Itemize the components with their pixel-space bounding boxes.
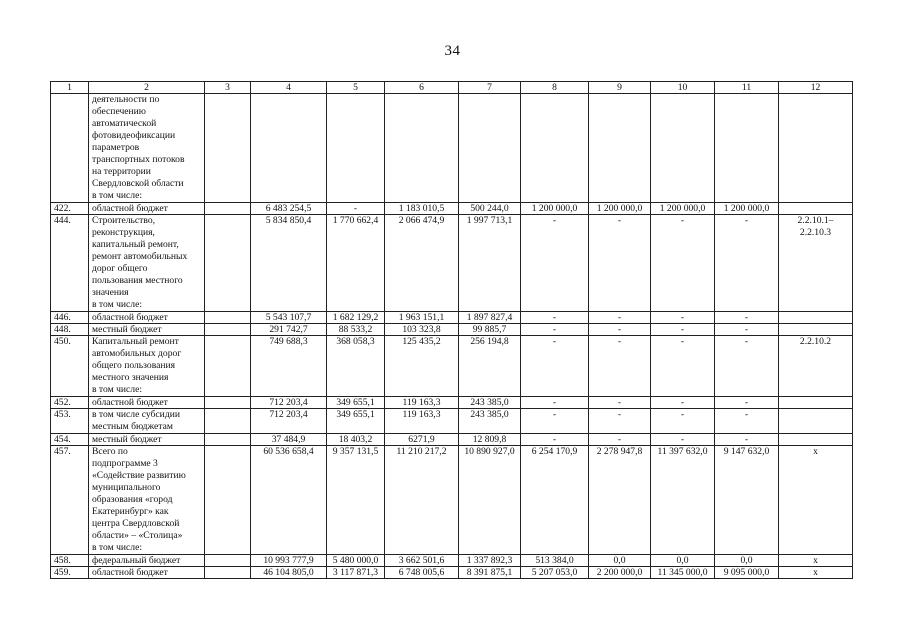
cell-col-3: [205, 567, 251, 579]
cell-col-9: -: [589, 336, 651, 397]
cell-col-10: 11 397 632,0: [651, 446, 715, 555]
cell-col-7: 1 897 827,4: [459, 312, 521, 324]
cell-col-10: 11 345 000,0: [651, 567, 715, 579]
row-reference: х: [779, 567, 853, 579]
cell-col-8: 1 200 000,0: [521, 203, 589, 215]
column-header-10: 10: [651, 82, 715, 94]
cell-col-3: [205, 397, 251, 409]
cell-col-11: -: [715, 409, 779, 434]
cell-col-7: 8 391 875,1: [459, 567, 521, 579]
cell-col-6: [385, 94, 459, 203]
cell-col-4: 6 483 254,5: [251, 203, 327, 215]
cell-col-6: 6 748 005,6: [385, 567, 459, 579]
cell-col-11: 9 147 632,0: [715, 446, 779, 555]
column-header-3: 3: [205, 82, 251, 94]
cell-col-7: [459, 94, 521, 203]
cell-col-9: -: [589, 397, 651, 409]
cell-col-8: [521, 94, 589, 203]
cell-col-4: 712 203,4: [251, 409, 327, 434]
cell-col-8: -: [521, 336, 589, 397]
cell-col-7: 10 890 927,0: [459, 446, 521, 555]
cell-col-5: 349 655,1: [327, 409, 385, 434]
cell-col-10: [651, 94, 715, 203]
row-reference: [779, 324, 853, 336]
cell-col-10: 1 200 000,0: [651, 203, 715, 215]
cell-col-6: 1 183 010,5: [385, 203, 459, 215]
row-name: областной бюджет: [89, 312, 205, 324]
cell-col-4: 5 543 107,7: [251, 312, 327, 324]
cell-col-7: 1 997 713,1: [459, 215, 521, 312]
cell-col-7: 500 244,0: [459, 203, 521, 215]
page-number: 34: [444, 43, 461, 59]
row-code: 458.: [51, 555, 89, 567]
cell-col-3: [205, 94, 251, 203]
row-name: областной бюджет: [89, 567, 205, 579]
row-code: 448.: [51, 324, 89, 336]
table-row: [51, 324, 853, 336]
cell-col-8: 6 254 170,9: [521, 446, 589, 555]
table-row: [51, 446, 853, 555]
cell-col-3: [205, 215, 251, 312]
cell-col-4: 291 742,7: [251, 324, 327, 336]
cell-col-10: 0,0: [651, 555, 715, 567]
row-reference: 2.2.10.2: [779, 336, 853, 397]
cell-col-9: -: [589, 324, 651, 336]
cell-col-9: -: [589, 434, 651, 446]
table-row: [51, 336, 853, 397]
cell-col-8: -: [521, 215, 589, 312]
cell-col-11: -: [715, 215, 779, 312]
cell-col-7: 243 385,0: [459, 397, 521, 409]
cell-col-4: 37 484,9: [251, 434, 327, 446]
cell-col-3: [205, 434, 251, 446]
cell-col-5: 3 117 871,3: [327, 567, 385, 579]
cell-col-11: -: [715, 434, 779, 446]
cell-col-3: [205, 446, 251, 555]
cell-col-10: -: [651, 312, 715, 324]
cell-col-6: 119 163,3: [385, 397, 459, 409]
cell-col-8: 5 207 053,0: [521, 567, 589, 579]
cell-col-7: 256 194,8: [459, 336, 521, 397]
cell-col-10: -: [651, 397, 715, 409]
cell-col-4: 712 203,4: [251, 397, 327, 409]
row-name: местный бюджет: [89, 434, 205, 446]
cell-col-3: [205, 555, 251, 567]
column-header-9: 9: [589, 82, 651, 94]
row-name: деятельности по обеспечению автоматической фотовидеофиксации параметров транспортных потоков на территории Свердловской области в том числе:: [89, 94, 205, 203]
cell-col-11: -: [715, 324, 779, 336]
cell-col-4: [251, 94, 327, 203]
cell-col-3: [205, 324, 251, 336]
row-reference: [779, 434, 853, 446]
row-name: областной бюджет: [89, 203, 205, 215]
cell-col-10: -: [651, 434, 715, 446]
column-header-6: 6: [385, 82, 459, 94]
cell-col-11: 9 095 000,0: [715, 567, 779, 579]
cell-col-6: 103 323,8: [385, 324, 459, 336]
cell-col-11: 0,0: [715, 555, 779, 567]
row-code: 459.: [51, 567, 89, 579]
row-code: [51, 94, 89, 203]
cell-col-6: 6271,9: [385, 434, 459, 446]
column-number-row: [51, 82, 853, 94]
cell-col-4: 5 834 850,4: [251, 215, 327, 312]
cell-col-3: [205, 312, 251, 324]
column-header-1: 1: [51, 82, 89, 94]
cell-col-6: 119 163,3: [385, 409, 459, 434]
cell-col-4: 46 104 805,0: [251, 567, 327, 579]
cell-col-11: -: [715, 397, 779, 409]
table-row: [51, 312, 853, 324]
row-code: 457.: [51, 446, 89, 555]
row-name: областной бюджет: [89, 397, 205, 409]
cell-col-6: 125 435,2: [385, 336, 459, 397]
row-name: Всего по подпрограмме 3 «Содействие развитию муниципального образования «город Екатеринбург» как центра Свердловской области» – «Столица» в том числе:: [89, 446, 205, 555]
row-code: 422.: [51, 203, 89, 215]
cell-col-3: [205, 203, 251, 215]
row-name: в том числе субсидии местным бюджетам: [89, 409, 205, 434]
row-code: 452.: [51, 397, 89, 409]
cell-col-9: -: [589, 409, 651, 434]
cell-col-5: 5 480 000,0: [327, 555, 385, 567]
column-header-2: 2: [89, 82, 205, 94]
row-reference: [779, 94, 853, 203]
column-header-5: 5: [327, 82, 385, 94]
row-code: 450.: [51, 336, 89, 397]
cell-col-8: -: [521, 397, 589, 409]
cell-col-10: -: [651, 409, 715, 434]
row-name: федеральный бюджет: [89, 555, 205, 567]
cell-col-4: 60 536 658,4: [251, 446, 327, 555]
cell-col-7: 99 885,7: [459, 324, 521, 336]
cell-col-5: 1 770 662,4: [327, 215, 385, 312]
row-code: 453.: [51, 409, 89, 434]
column-header-11: 11: [715, 82, 779, 94]
cell-col-10: -: [651, 324, 715, 336]
row-name: Капитальный ремонт автомобильных дорог общего пользования местного значения в том числе:: [89, 336, 205, 397]
cell-col-10: -: [651, 215, 715, 312]
row-reference: 2.2.10.1– 2.2.10.3: [779, 215, 853, 312]
table-row: [51, 567, 853, 579]
cell-col-9: 2 278 947,8: [589, 446, 651, 555]
cell-col-3: [205, 409, 251, 434]
cell-col-5: 18 403,2: [327, 434, 385, 446]
table-row: [51, 555, 853, 567]
row-reference: [779, 397, 853, 409]
cell-col-5: [327, 94, 385, 203]
row-reference: х: [779, 446, 853, 555]
table-row: [51, 94, 853, 203]
cell-col-5: 368 058,3: [327, 336, 385, 397]
cell-col-5: 9 357 131,5: [327, 446, 385, 555]
cell-col-9: 0,0: [589, 555, 651, 567]
cell-col-9: -: [589, 312, 651, 324]
cell-col-3: [205, 336, 251, 397]
cell-col-9: [589, 94, 651, 203]
column-header-4: 4: [251, 82, 327, 94]
table-row: [51, 397, 853, 409]
cell-col-5: -: [327, 203, 385, 215]
cell-col-9: -: [589, 215, 651, 312]
cell-col-10: -: [651, 336, 715, 397]
row-name: местный бюджет: [89, 324, 205, 336]
budget-table: [50, 81, 853, 579]
cell-col-11: 1 200 000,0: [715, 203, 779, 215]
cell-col-5: 349 655,1: [327, 397, 385, 409]
cell-col-5: 88 533,2: [327, 324, 385, 336]
row-reference: [779, 203, 853, 215]
cell-col-9: 2 200 000,0: [589, 567, 651, 579]
column-header-8: 8: [521, 82, 589, 94]
cell-col-8: 513 384,0: [521, 555, 589, 567]
cell-col-6: 11 210 217,2: [385, 446, 459, 555]
cell-col-4: 10 993 777,9: [251, 555, 327, 567]
cell-col-11: -: [715, 312, 779, 324]
cell-col-7: 243 385,0: [459, 409, 521, 434]
row-reference: [779, 312, 853, 324]
column-header-12: 12: [779, 82, 853, 94]
cell-col-11: [715, 94, 779, 203]
row-code: 454.: [51, 434, 89, 446]
table-row: [51, 434, 853, 446]
row-code: 444.: [51, 215, 89, 312]
cell-col-11: -: [715, 336, 779, 397]
row-code: 446.: [51, 312, 89, 324]
cell-col-8: -: [521, 324, 589, 336]
cell-col-6: 3 662 501,6: [385, 555, 459, 567]
row-reference: [779, 409, 853, 434]
row-name: Строительство, реконструкция, капитальный ремонт, ремонт автомобильных дорог общего пользования местного значения в том числе:: [89, 215, 205, 312]
table-row: [51, 215, 853, 312]
row-reference: х: [779, 555, 853, 567]
cell-col-4: 749 688,3: [251, 336, 327, 397]
cell-col-8: -: [521, 312, 589, 324]
table-row: [51, 409, 853, 434]
cell-col-6: 2 066 474,9: [385, 215, 459, 312]
cell-col-9: 1 200 000,0: [589, 203, 651, 215]
cell-col-5: 1 682 129,2: [327, 312, 385, 324]
column-header-7: 7: [459, 82, 521, 94]
cell-col-8: -: [521, 434, 589, 446]
cell-col-7: 1 337 892,3: [459, 555, 521, 567]
table-row: [51, 203, 853, 215]
cell-col-8: -: [521, 409, 589, 434]
cell-col-7: 12 809,8: [459, 434, 521, 446]
cell-col-6: 1 963 151,1: [385, 312, 459, 324]
